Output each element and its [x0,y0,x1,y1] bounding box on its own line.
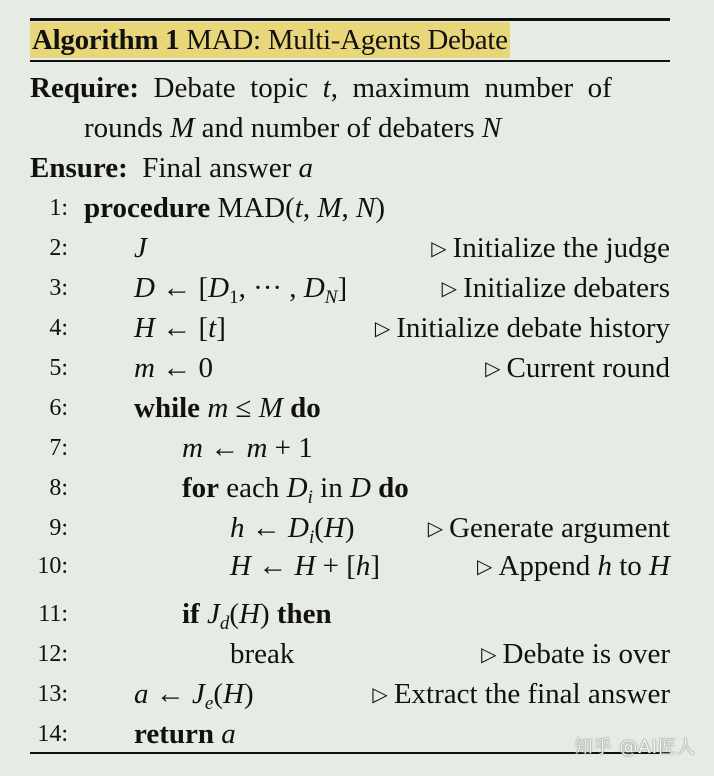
line-number: 12: [37,641,68,667]
line-number: 10: [37,553,68,579]
algo-line-9: 9: h ← $D_i(H)$ ▷ Generate argument [30,508,670,548]
comment-triangle-icon: ▷ [485,358,501,380]
caption-rule [30,60,670,62]
line-number: 3: [49,275,68,301]
algorithm-caption [30,22,510,58]
algo-line-13: 13: a ← $J_e(H)$ ▷ Extract the final answer [30,674,670,714]
line-number: 8: [49,475,68,501]
comment: ▷ Append h to H [477,550,670,582]
line-number: 5: [49,355,68,381]
line-number: 9: [49,515,68,541]
comment-triangle-icon: ▷ [441,278,458,300]
comment: ▷ Current round [485,352,670,384]
algo-line-2: 2: J ▷ Initialize the judge [30,228,670,268]
line-number: 7: [49,435,68,461]
ensure-label: Ensure: [30,152,128,184]
algorithm-title: MAD: Multi-Agents Debate [186,24,508,56]
line-number: 11: [38,601,68,627]
comment: ▷ Generate argument [427,512,670,544]
algo-line-6: 6: while m ≤ M do [30,388,670,428]
comment: ▷ Debate is over [481,638,670,670]
comment-triangle-icon: ▷ [374,318,391,340]
comment: ▷ Initialize debaters [441,272,670,304]
algo-line-3: 3: D ← [$D_1$, ··· , $D_N$] ▷ Initialize debaters [30,268,670,308]
line-number: 4: [49,315,68,341]
require-label: Require: [30,72,140,104]
require-line: Require: Debate topic t, maximum number of [30,72,612,104]
line-number: 14: [37,721,68,747]
algo-line-12: 12: break ▷ Debate is over [30,634,670,674]
algo-line-4: 4: H ← [t] ▷ Initialize debate history [30,308,670,348]
line-number: 2: [49,235,68,261]
algo-line-1: 1: procedure MAD(t, M, N) [30,188,670,228]
algo-line-10: 10: H ← H + [h] ▷ Append h to H [30,546,670,586]
line-number: 6: [49,395,68,421]
comment: ▷ Extract the final answer [372,678,670,710]
comment: ▷ Initialize the judge [431,232,670,264]
top-rule [30,18,670,21]
algo-line-7: 7: m ← m + 1 [30,428,670,468]
ensure-line: Ensure: Final answer a [30,152,314,184]
algo-line-14: 14: return a [30,714,670,754]
require-continuation: rounds M and number of debaters N [84,112,502,144]
watermark: 知乎 @AI匠人 [574,737,696,758]
algorithm-label: Algorithm 1 [32,24,180,56]
comment-triangle-icon: ▷ [477,556,493,578]
comment-triangle-icon: ▷ [481,644,497,666]
line-number: 13: [37,681,68,707]
comment: ▷ Initialize debate history [374,312,670,344]
algo-line-11: 11: if $J_d(H)$ then [30,594,670,634]
comment-triangle-icon: ▷ [427,518,444,540]
algo-line-8: 8: for each $D_i$ in D do [30,468,670,508]
line-number: 1: [49,195,68,221]
comment-triangle-icon: ▷ [431,238,447,260]
comment-triangle-icon: ▷ [372,684,388,706]
algo-line-5: 5: m ← 0 ▷ Current round [30,348,670,388]
